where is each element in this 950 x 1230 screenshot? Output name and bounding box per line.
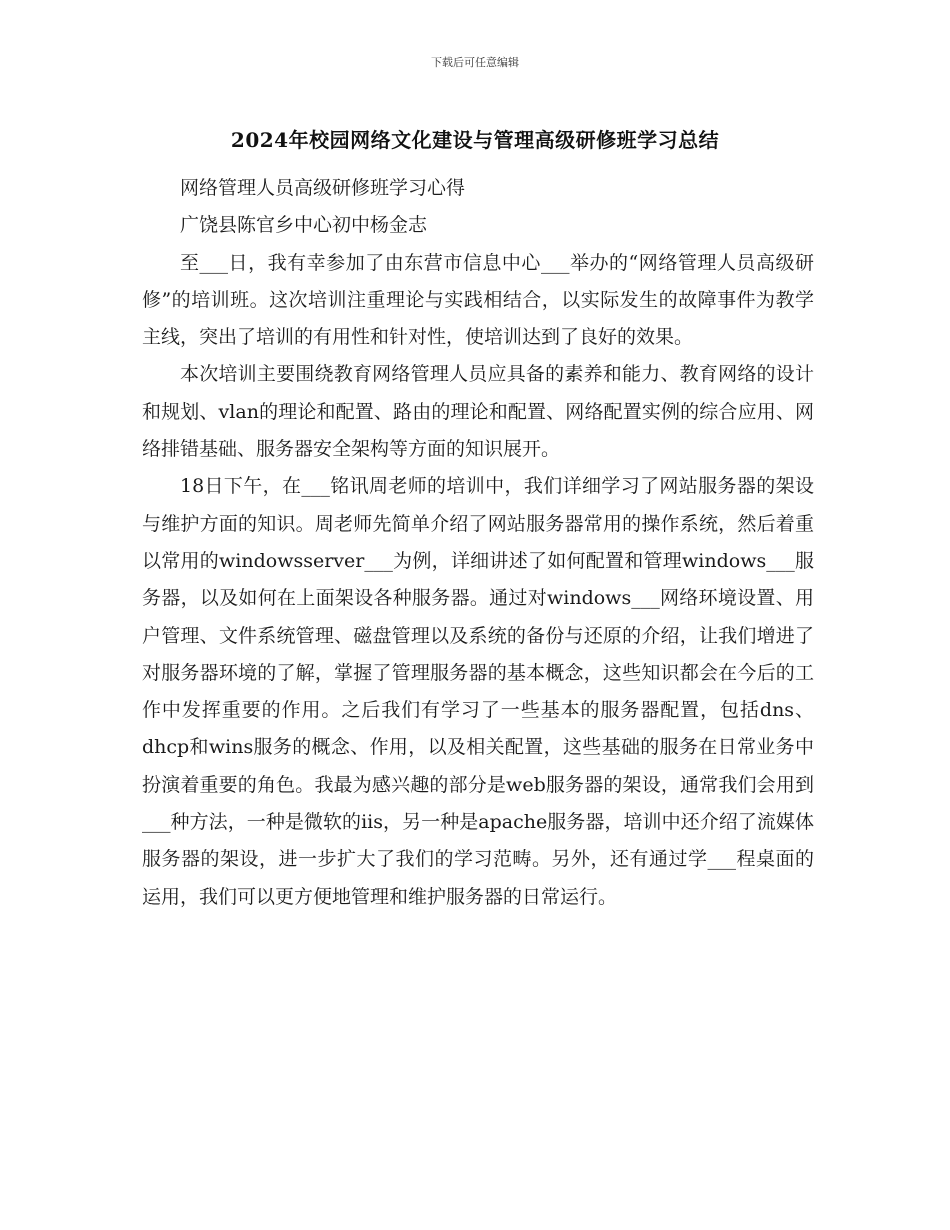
document-title: 2024年校园网络文化建设与管理高级研修班学习总结 <box>230 128 720 152</box>
document-body <box>142 170 814 916</box>
paragraph-intro: 至___日，我有幸参加了由东营市信息中心___举办的“网络管理人员高级研修”的培训班。这次培训注重理论与实践相结合，以实际发生的故障事件为教学主线，突出了培训的有用性和针对性，使培训达到了良好的效果。 <box>142 251 814 349</box>
paragraph-author: 广饶县陈官乡中心初中杨金志 <box>180 214 428 237</box>
paragraph-server-training: 18日下午，在___铭讯周老师的培训中，我们详细学习了网站服务器的架设与维护方面的知识。周老师先简单介绍了网站服务器常用的操作系统，然后着重以常用的windowsserver___为例，详细讲述了如何配置和管理windows___服务器，以及如何在上面架设各种服务器。通过对windows___网络环境设置、用户管理、文件系统管理、磁盘管理以及系统的备份与还原的介绍，让我们增进了对服务器环境的了解，掌握了管理服务器的基本概念，这些知识都会在今后的工作中发挥重要的作用。之后我们有学习了一些基本的服务器配置，包括dns、dhcp和wins服务的概念、作用，以及相关配置，这些基础的服务在日常业务中扮演着重要的角色。我最为感兴趣的部分是web服务器的架设，通常我们会用到___种方法，一种是微软的iis，另一种是apache服务器，培训中还介绍了流媒体服务器的架设，进一步扩大了我们的学习范畴。另外，还有通过学___程桌面的运用，我们可以更方便地管理和维护服务器的日常运行。 <box>142 475 814 908</box>
paragraph-topics: 本次培训主要围绕教育网络管理人员应具备的素养和能力、教育网络的设计和规划、vlan的理论和配置、路由的理论和配置、网络配置实例的综合应用、网络排错基础、服务器安全架构等方面的知识展开。 <box>142 363 814 461</box>
header-note: 下载后可任意编辑 <box>431 56 519 69</box>
paragraph-subtitle: 网络管理人员高级研修班学习心得 <box>180 177 466 199</box>
